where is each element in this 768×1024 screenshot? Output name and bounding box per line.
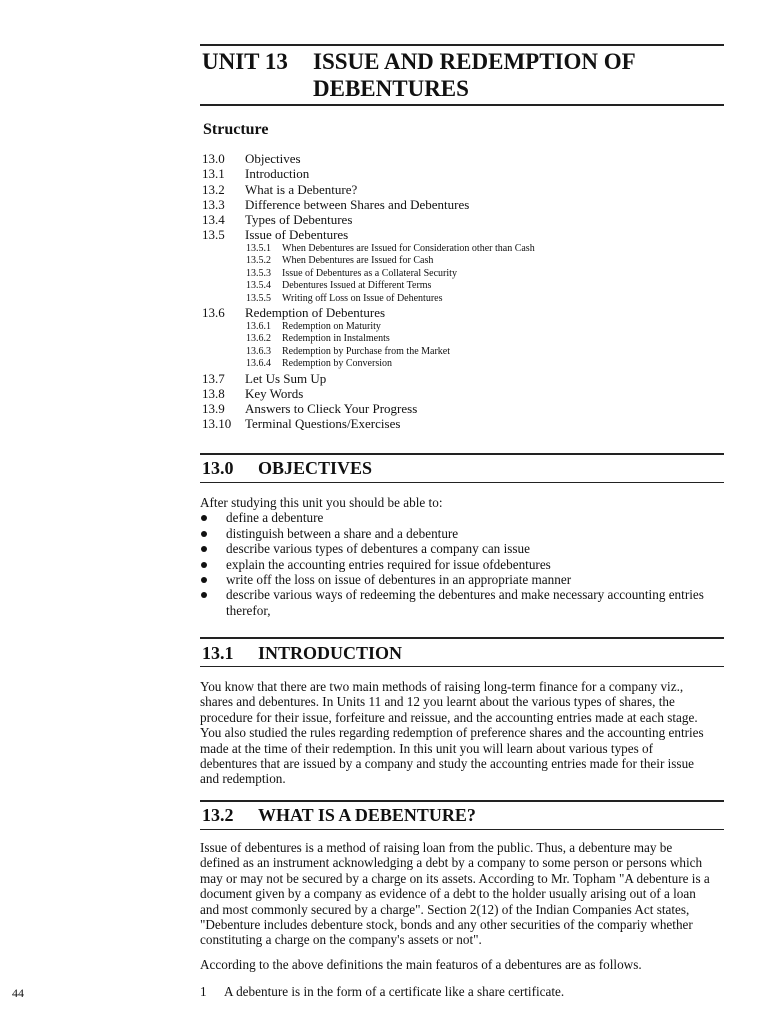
toc-title: Redemption of Debentures <box>245 305 386 321</box>
toc-number: 13.5.1 <box>246 242 271 254</box>
toc-item <box>202 305 535 320</box>
introduction-body <box>200 679 710 787</box>
toc-subitem <box>202 346 535 359</box>
toc-title: Objectives <box>245 151 301 166</box>
toc-item <box>202 212 535 227</box>
section-rule <box>200 637 724 639</box>
section-heading-introduction <box>202 643 402 664</box>
toc-number: 13.6 <box>202 305 225 321</box>
toc-item <box>202 166 535 181</box>
list-text: A debenture is in the form of a certificate like a share certificate. <box>224 984 565 999</box>
toc-item <box>202 386 535 401</box>
toc-number: 13.7 <box>202 370 225 386</box>
bullet-icon <box>201 577 207 583</box>
toc-item <box>202 227 535 242</box>
toc-number: 13.3 <box>202 196 225 212</box>
objective-bullet <box>200 572 710 587</box>
toc-number: 13.2 <box>202 181 225 197</box>
toc-number: 13.8 <box>202 385 225 401</box>
toc-number: 13.5.2 <box>246 255 271 267</box>
toc-subitem <box>202 333 535 346</box>
section-rule <box>200 453 724 455</box>
toc-title: What is a Debenture? <box>245 181 358 197</box>
objective-bullet <box>200 557 710 572</box>
toc-number: 13.5.3 <box>246 267 271 279</box>
toc-number: 13.4 <box>202 212 225 228</box>
section-heading-objectives <box>202 458 372 479</box>
toc-title: Key Words <box>245 385 304 401</box>
toc-title: When Debentures are Issued for Consideration other than Cash <box>282 242 535 254</box>
objectives-intro: After studying this unit you should be able to: <box>200 495 443 510</box>
unit-number: UNIT 13 <box>202 49 288 74</box>
toc-title: Introduction <box>245 166 310 182</box>
toc-title: Terminal Questions/Exercises <box>245 416 401 432</box>
objective-bullet <box>200 510 710 525</box>
title-rule <box>200 104 724 106</box>
bullet-icon <box>201 515 207 521</box>
toc-subitem <box>202 268 535 281</box>
toc-item <box>202 182 535 197</box>
toc-title: Debentures Issued at Different Terms <box>282 280 432 292</box>
toc-title: Let Us Sum Up <box>245 370 327 386</box>
top-rule <box>200 44 724 46</box>
toc-number: 13.1 <box>202 166 225 182</box>
toc-subitem <box>202 280 535 293</box>
toc-item <box>202 151 535 166</box>
toc-number: 13.6.1 <box>246 320 271 332</box>
section-rule <box>200 800 724 802</box>
toc-number: 13.0 <box>202 151 225 166</box>
toc-title: Issue of Debentures <box>245 227 349 243</box>
section-title: OBJECTIVES <box>258 458 373 478</box>
toc-subitem <box>202 358 535 371</box>
section-rule <box>200 829 724 830</box>
toc-item <box>202 197 535 212</box>
toc-subitem <box>202 255 535 268</box>
structure-heading: Structure <box>203 121 269 138</box>
toc-title: Redemption on Maturity <box>282 320 381 332</box>
section-title: WHAT IS A DEBENTURE? <box>258 805 476 825</box>
bullet-text: explain the accounting entries required for issue ofdebentures <box>226 556 551 572</box>
bullet-text: write off the loss on issue of debentures in an appropriate manner <box>226 572 572 588</box>
toc-title: Issue of Debentures as a Collateral Security <box>282 267 457 279</box>
toc-item <box>202 401 535 416</box>
section-number: 13.2 <box>202 805 234 825</box>
toc-number: 13.9 <box>202 401 225 417</box>
bullet-text: define a debenture <box>226 510 324 526</box>
bullet-icon <box>201 531 207 537</box>
objective-bullet <box>200 587 710 618</box>
bullet-icon <box>201 592 207 598</box>
toc-title: Types of Debentures <box>245 212 353 228</box>
list-number: 1 <box>200 984 207 999</box>
bullet-icon <box>201 546 207 552</box>
objective-bullet <box>200 541 710 556</box>
toc-subitem <box>202 321 535 334</box>
section-title: INTRODUCTION <box>258 643 403 663</box>
toc-title: Difference between Shares and Debentures <box>245 196 470 212</box>
toc-subitem <box>202 293 535 306</box>
objective-bullet <box>200 526 710 541</box>
toc-title: When Debentures are Issued for Cash <box>282 255 434 267</box>
toc-title: Writing off Loss on Issue of Dehentures <box>282 292 443 304</box>
toc-title: Redemption by Purchase from the Market <box>282 345 451 357</box>
toc-subitem <box>202 243 535 256</box>
features-list-item <box>200 984 564 1000</box>
toc-number: 13.10 <box>202 416 232 432</box>
toc-number: 13.5.4 <box>246 280 271 292</box>
page-number: 44 <box>12 986 24 1000</box>
features-paragraph: According to the above definitions the main featuros of a debentures are as follows. <box>200 956 642 972</box>
section-rule <box>200 482 724 483</box>
section-heading-debenture <box>202 805 476 826</box>
toc-number: 13.5.5 <box>246 292 271 304</box>
toc-number: 13.6.3 <box>246 345 271 357</box>
bullet-text: describe various ways of redeeming the debentures and make necessary accounting entries therefor, <box>226 587 704 618</box>
bullet-text: distinguish between a share and a debenture <box>226 525 459 541</box>
objectives-body <box>200 495 710 618</box>
objectives-list <box>200 510 710 618</box>
toc-title: Redemption in Instalments <box>282 333 390 345</box>
toc-number: 13.5 <box>202 227 225 243</box>
toc-number: 13.6.2 <box>246 333 271 345</box>
introduction-paragraph: You know that there are two main methods of raising long-term finance for a company viz., shares and debentures. In Units 11 and 12 you learnt about the various types of shares, the procedure for their issue, forfeiture and reissue, and the accounting entries made at each stage. You also studied the rules regarding redemption of preference shares and the accounting entries made at the time of their redemption. In this unit you will learn about various types of debentures that are issued by a company and study the accounting entries made for their issue and redemption. <box>200 679 704 787</box>
debenture-body <box>200 840 710 972</box>
toc-number: 13.6.4 <box>246 358 271 370</box>
bullet-text: describe various types of debentures a company can issue <box>226 541 530 557</box>
unit-title: ISSUE AND REDEMPTION OF DEBENTURES <box>313 49 636 101</box>
toc-title: Redemption by Conversion <box>282 358 392 370</box>
toc-title: Answers to Clieck Your Progress <box>245 401 418 417</box>
toc-item <box>202 416 535 431</box>
section-rule <box>200 666 724 667</box>
bullet-icon <box>201 562 207 568</box>
section-number: 13.1 <box>202 643 234 663</box>
table-of-contents <box>202 151 535 432</box>
toc-item <box>202 371 535 386</box>
debenture-paragraph: Issue of debentures is a method of raising loan from the public. Thus, a debenture may be defined as an instrument acknowledging a debt by a company to some person or persons which may or may not be secured by a charge on its assets. According to Mr. Topham "A debenture is a document given by a company as evidence of a debt to the holder usually arising out of a loan and most commonly secured by a charge". Section 2(12) of the Indian Companies Act states, "Debenture includes debenture stock, bonds and any other securities of the compariy whether constituting a charge on the company's assets or not". <box>200 840 710 948</box>
section-number: 13.0 <box>202 458 234 478</box>
